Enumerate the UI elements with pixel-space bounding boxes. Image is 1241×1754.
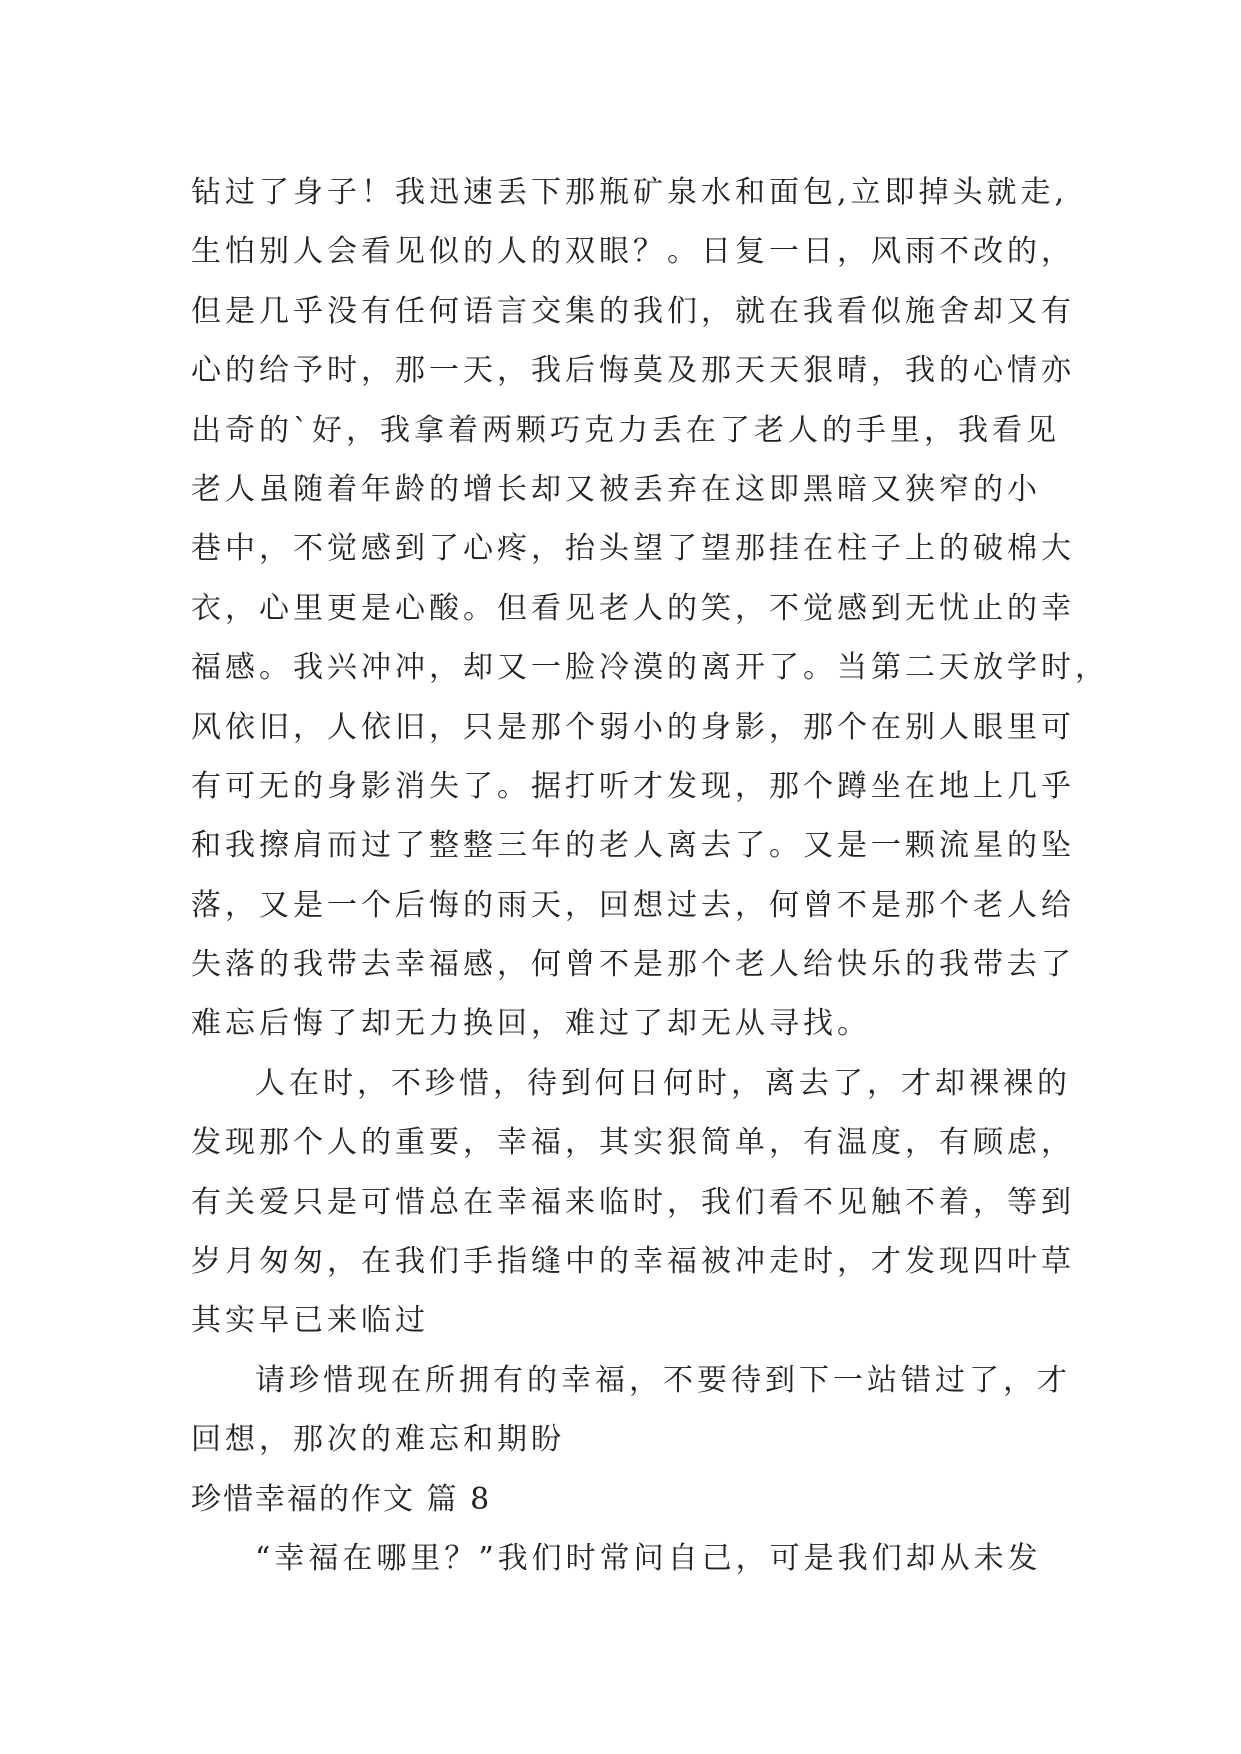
paragraph-3	[191, 1351, 1091, 1470]
text-line: 衣，心里更是心酸。但看见老人的笑，不觉感到无忧止的幸	[191, 590, 1075, 626]
paragraph-1	[191, 163, 1109, 1054]
section-heading: 珍惜幸福的作文 篇 8	[191, 1481, 492, 1517]
text-line: 福感。我兴冲冲，却又一脸冷漠的离开了。当第二天放学时，	[191, 650, 1109, 686]
text-line: 心的给予时，那一天，我后悔莫及那天天狠晴，我的心情亦	[191, 353, 1075, 389]
text-line: 其实早已来临过	[191, 1303, 429, 1339]
text-line: 请珍惜现在所拥有的幸福，不要待到下一站错过了，才	[255, 1362, 1071, 1398]
text-line: “幸福在哪里？”我们时常问自己，可是我们却从未发	[255, 1540, 1042, 1576]
text-line: 生怕别人会看见似的人的双眼？。日复一日，风雨不改的，	[191, 234, 1075, 270]
paragraph-2	[191, 1054, 1091, 1351]
text-line: 岁月匆匆，在我们手指缝中的幸福被冲走时，才发现四叶草	[191, 1244, 1075, 1280]
text-line: 有可无的身影消失了。据打听才发现，那个蹲坐在地上几乎	[191, 768, 1075, 804]
document-body	[191, 163, 1109, 1588]
text-line: 落，又是一个后悔的雨天，回想过去，何曾不是那个老人给	[191, 887, 1075, 923]
paragraph-4	[191, 1529, 1091, 1588]
text-line: 难忘后悔了却无力换回，难过了却无从寻找。	[191, 1006, 871, 1042]
text-line: 钻过了身子！我迅速丢下那瓶矿泉水和面包,立即掉头就走,	[191, 175, 1069, 210]
text-line: 失落的我带去幸福感，何曾不是那个老人给快乐的我带去了	[191, 947, 1075, 983]
text-line: 风依旧，人依旧，只是那个弱小的身影，那个在别人眼里可	[191, 709, 1075, 745]
text-line: 人在时，不珍惜，待到何日何时，离去了，才却裸裸的	[255, 1065, 1071, 1101]
text-line: 和我擦肩而过了整整三年的老人离去了。又是一颗流星的坠	[191, 828, 1075, 864]
text-line: 巷中，不觉感到了心疼，抬头望了望那挂在柱子上的破棉大	[191, 531, 1075, 567]
text-line: 有关爱只是可惜总在幸福来临时，我们看不见触不着，等到	[191, 1184, 1075, 1220]
text-line: 但是几乎没有任何语言交集的我们，就在我看似施舍却又有	[191, 293, 1075, 329]
text-line: 出奇的`好，我拿着两颗巧克力丢在了老人的手里，我看见	[191, 412, 1060, 448]
text-line: 发现那个人的重要，幸福，其实狠简单，有温度，有顾虑，	[191, 1125, 1075, 1161]
text-line: 回想，那次的难忘和期盼	[191, 1422, 565, 1458]
text-line: 老人虽随着年龄的增长却又被丢弃在这即黑暗又狭窄的小	[191, 471, 1041, 507]
